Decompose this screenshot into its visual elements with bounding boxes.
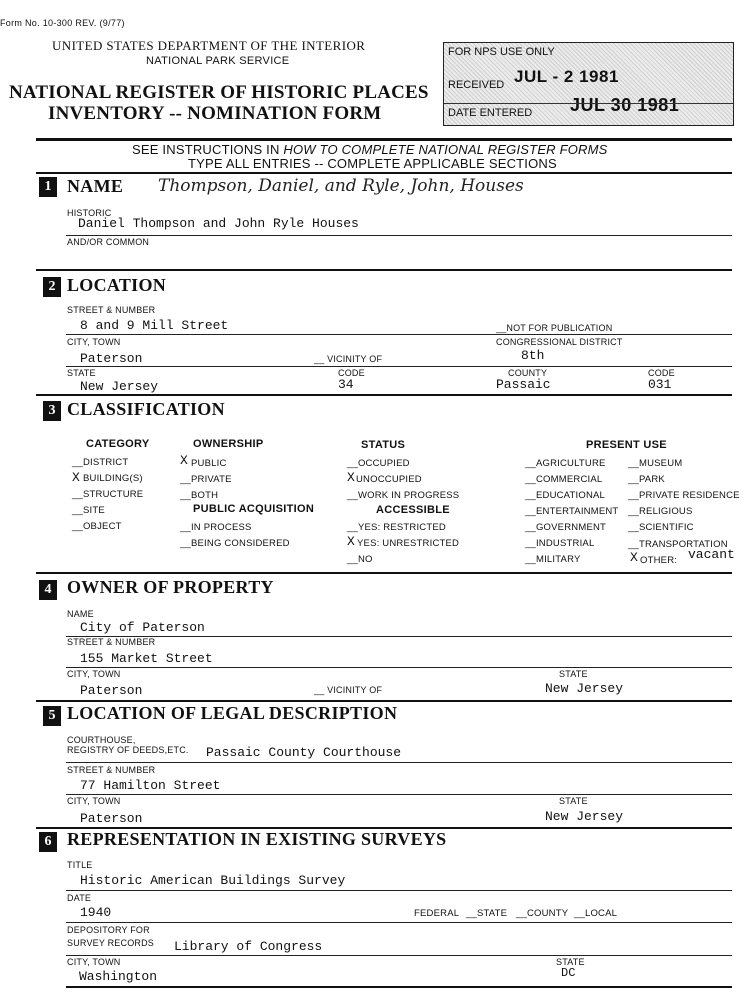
historic-underline	[66, 235, 732, 236]
ownership-both: __BOTH	[180, 490, 219, 501]
use-private-residence: __PRIVATE RESIDENCE	[628, 490, 740, 501]
ownership-private: __PRIVATE	[180, 474, 232, 485]
courthouse-label-line1: COURTHOUSE,	[67, 735, 136, 745]
legal-city-label: CITY, TOWN	[67, 796, 121, 806]
section-number-2: 2	[43, 277, 61, 297]
use-entertainment: __ENTERTAINMENT	[525, 506, 619, 517]
courthouse-underline	[66, 762, 732, 763]
survey-date-value: 1940	[80, 905, 112, 920]
category-building: BUILDING(S)	[83, 473, 143, 484]
nps-box-divider	[444, 103, 733, 104]
status-unoccupied-x: X	[347, 470, 355, 485]
section3-top-rule	[36, 394, 732, 396]
survey-state-value: DC	[561, 966, 576, 980]
date-entered-label: DATE ENTERED	[448, 107, 533, 119]
survey-date-label: DATE	[67, 893, 92, 903]
category-object: __OBJECT	[72, 521, 122, 532]
category-structure: __STRUCTURE	[72, 489, 144, 500]
location-state-label: STATE	[67, 368, 96, 378]
congressional-district-value: 8th	[521, 348, 545, 363]
location-street-value: 8 and 9 Mill Street	[80, 318, 229, 333]
use-other: OTHER:	[640, 555, 678, 566]
status-unoccupied: UNOCCUPIED	[356, 474, 422, 485]
location-county-label: COUNTY	[508, 368, 548, 378]
location-vicinity: __ VICINITY OF	[314, 354, 383, 364]
nps-use-label: FOR NPS USE ONLY	[448, 46, 555, 58]
legal-state-value: New Jersey	[545, 809, 624, 824]
status-work-in-progress: __WORK IN PROGRESS	[347, 490, 460, 501]
service-name: NATIONAL PARK SERVICE	[146, 55, 290, 67]
use-agriculture: __AGRICULTURE	[525, 458, 606, 469]
location-city-value: Paterson	[80, 351, 143, 366]
handwritten-name: Thompson, Daniel, and Ryle, John, Houses	[158, 176, 524, 196]
survey-federal: FEDERAL	[414, 908, 460, 919]
legal-state-label: STATE	[559, 796, 588, 806]
owner-street-underline	[66, 667, 732, 668]
section1-top-rule	[36, 172, 732, 174]
present-use-heading: PRESENT USE	[586, 439, 667, 451]
location-city-underline	[66, 366, 732, 367]
legal-city-value: Paterson	[80, 811, 143, 826]
survey-local: __LOCAL	[574, 908, 618, 919]
received-stamp: JUL - 2 1981	[514, 67, 619, 86]
department-name: UNITED STATES DEPARTMENT OF THE INTERIOR	[52, 38, 366, 53]
location-street-underline	[66, 334, 732, 335]
bottom-rule	[66, 986, 732, 988]
survey-title-underline	[66, 890, 732, 891]
survey-county: __COUNTY	[516, 908, 569, 919]
courthouse-value: Passaic County Courthouse	[206, 745, 402, 760]
section-title-location: LOCATION	[67, 275, 167, 295]
ownership-heading: OWNERSHIP	[193, 438, 264, 450]
status-heading: STATUS	[361, 439, 406, 451]
section-title-name: NAME	[67, 176, 124, 196]
common-label: AND/OR COMMON	[67, 237, 150, 247]
section-number-3: 3	[43, 401, 61, 421]
form-title-line2: INVENTORY -- NOMINATION FORM	[48, 103, 382, 124]
accessible-unrestricted-x: X	[347, 534, 355, 549]
survey-city-value: Washington	[79, 969, 158, 984]
historic-label: HISTORIC	[67, 208, 112, 218]
section-number-5: 5	[43, 706, 61, 726]
entered-stamp: JUL 30 1981	[570, 95, 680, 115]
depository-label-line2: SURVEY RECORDS	[67, 938, 154, 948]
use-military: __MILITARY	[525, 554, 581, 565]
congressional-district-label: CONGRESSIONAL DISTRICT	[496, 337, 623, 347]
acquisition-being-considered: __BEING CONSIDERED	[180, 538, 290, 549]
use-educational: __EDUCATIONAL	[525, 490, 606, 501]
depository-label-line1: DEPOSITORY FOR	[67, 925, 150, 935]
owner-state-label: STATE	[559, 669, 588, 679]
accessible-restricted: __YES: RESTRICTED	[347, 522, 446, 533]
use-commercial: __COMMERCIAL	[525, 474, 603, 485]
use-other-x: X	[630, 550, 638, 565]
use-scientific: __SCIENTIFIC	[628, 522, 694, 533]
acquisition-in-process: __IN PROCESS	[180, 522, 252, 533]
section-title-surveys: REPRESENTATION IN EXISTING SURVEYS	[67, 829, 447, 849]
legal-street-underline	[66, 794, 732, 795]
location-code2-label: CODE	[648, 368, 675, 378]
section2-top-rule	[36, 269, 732, 271]
location-code-value: 34	[338, 377, 354, 392]
owner-city-value: Paterson	[80, 683, 143, 698]
legal-street-label: STREET & NUMBER	[67, 765, 156, 775]
section-title-classification: CLASSIFICATION	[67, 399, 225, 419]
public-acquisition-heading: PUBLIC ACQUISITION	[193, 503, 315, 515]
location-street-label: STREET & NUMBER	[67, 305, 156, 315]
location-city-label: CITY, TOWN	[67, 337, 121, 347]
use-other-value: vacant	[688, 547, 735, 562]
section-number-6: 6	[39, 832, 57, 852]
category-district: __DISTRICT	[72, 457, 129, 468]
section5-top-rule	[36, 700, 732, 702]
survey-city-label: CITY, TOWN	[67, 957, 121, 967]
survey-date-underline	[66, 922, 732, 923]
instructions-line2: TYPE ALL ENTRIES -- COMPLETE APPLICABLE SECTIONS	[188, 156, 557, 171]
section-number-1: 1	[39, 177, 57, 197]
location-state-value: New Jersey	[80, 379, 159, 394]
header-rule	[36, 138, 732, 141]
survey-state-label: STATE	[556, 957, 585, 967]
location-code-label: CODE	[338, 368, 365, 378]
accessible-unrestricted: YES: UNRESTRICTED	[357, 538, 460, 549]
owner-city-label: CITY, TOWN	[67, 669, 121, 679]
nps-use-box	[443, 42, 734, 126]
instructions-line1: SEE INSTRUCTIONS IN HOW TO COMPLETE NATIONAL REGISTER FORMS	[132, 142, 608, 157]
ownership-public-x: X	[180, 453, 188, 468]
survey-title-label: TITLE	[67, 860, 93, 870]
survey-state: __STATE	[466, 908, 508, 919]
not-for-publication: __NOT FOR PUBLICATION	[496, 323, 613, 333]
legal-street-value: 77 Hamilton Street	[80, 778, 221, 793]
category-site: __SITE	[72, 505, 105, 516]
owner-name-value: City of Paterson	[80, 620, 205, 635]
section-title-owner: OWNER OF PROPERTY	[67, 577, 274, 597]
owner-name-label: NAME	[67, 609, 94, 619]
form-number: Form No. 10-300 REV. (9/77)	[0, 18, 125, 28]
owner-street-label: STREET & NUMBER	[67, 637, 156, 647]
use-transportation: __TRANSPORTATION	[628, 539, 728, 550]
accessible-heading: ACCESSIBLE	[376, 504, 450, 516]
use-industrial: __INDUSTRIAL	[525, 538, 595, 549]
use-museum: __MUSEUM	[628, 458, 683, 469]
use-religious: __RELIGIOUS	[628, 506, 693, 517]
accessible-no: __NO	[347, 554, 373, 565]
location-county-value: Passaic	[496, 377, 551, 392]
section-title-legal-description: LOCATION OF LEGAL DESCRIPTION	[67, 703, 398, 723]
owner-street-value: 155 Market Street	[80, 651, 213, 666]
owner-vicinity: __ VICINITY OF	[314, 685, 383, 695]
survey-title-value: Historic American Buildings Survey	[80, 873, 346, 888]
status-occupied: __OCCUPIED	[347, 458, 410, 469]
form-title-line1: NATIONAL REGISTER OF HISTORIC PLACES	[9, 82, 429, 103]
use-government: __GOVERNMENT	[525, 522, 607, 533]
historic-value: Daniel Thompson and John Ryle Houses	[78, 216, 359, 231]
owner-name-underline	[66, 636, 732, 637]
category-heading: CATEGORY	[86, 438, 150, 450]
depository-value: Library of Congress	[174, 939, 323, 954]
received-label: RECEIVED	[448, 79, 505, 91]
section-number-4: 4	[39, 580, 57, 600]
depository-underline	[66, 955, 732, 956]
owner-state-value: New Jersey	[545, 681, 624, 696]
category-building-x: X	[72, 470, 80, 485]
use-park: __PARK	[628, 474, 665, 485]
ownership-public: PUBLIC	[191, 458, 227, 469]
location-code2-value: 031	[648, 377, 672, 392]
courthouse-label-line2: REGISTRY OF DEEDS,ETC.	[67, 745, 189, 755]
section4-top-rule	[36, 572, 732, 574]
